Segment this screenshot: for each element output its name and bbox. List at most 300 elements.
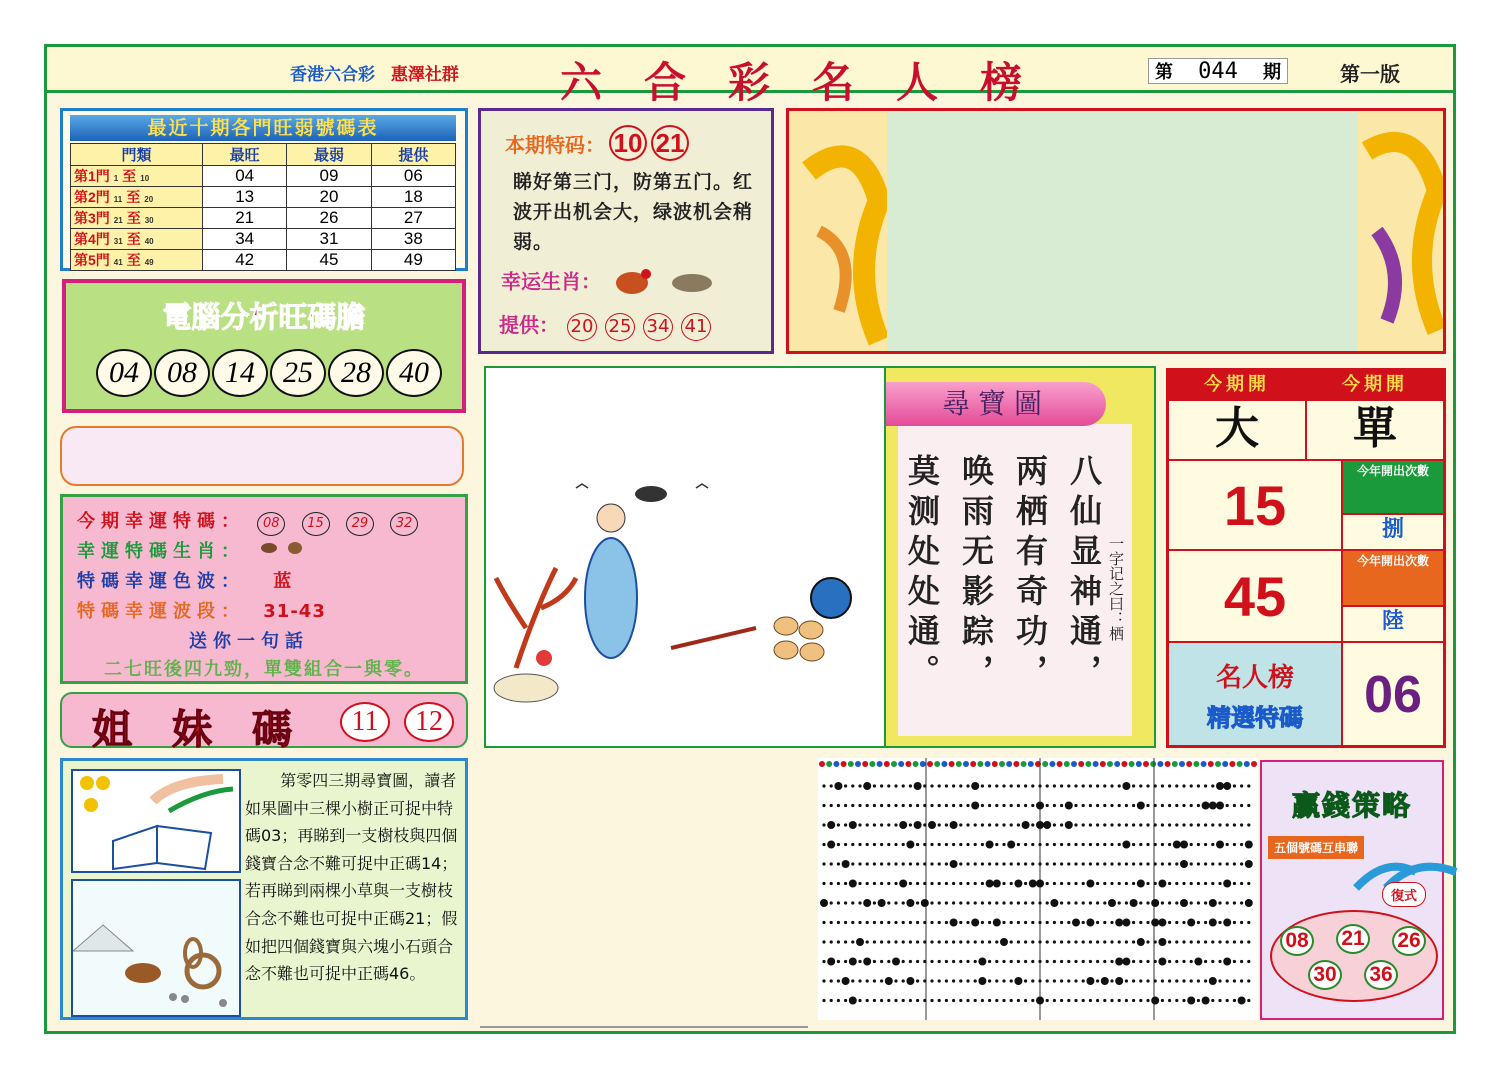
dot-mark — [1002, 784, 1005, 787]
dot-mark — [844, 999, 847, 1002]
offer-cell: 18 — [371, 187, 455, 208]
table-row — [71, 166, 456, 187]
dot-mark — [1187, 997, 1195, 1005]
hot-cell: 42 — [203, 250, 287, 271]
dot-mark — [1103, 999, 1106, 1002]
dot-mark — [1226, 901, 1229, 904]
dot-mark — [1245, 860, 1253, 868]
dot-mark — [1247, 940, 1250, 943]
dot-mark — [1161, 823, 1164, 826]
dot-mark — [1060, 843, 1063, 846]
strategy-number: 26 — [1392, 926, 1426, 956]
dot-mark — [1002, 804, 1005, 807]
dot-mark — [974, 999, 977, 1002]
dot-mark — [1031, 784, 1034, 787]
dot-mark — [1053, 784, 1056, 787]
issue-suffix: 期 — [1263, 62, 1281, 83]
dot-mark — [1154, 979, 1157, 982]
dot-mark — [858, 804, 861, 807]
dot-mark — [1074, 862, 1077, 865]
weak-cell: 20 — [287, 187, 371, 208]
dot-header-mark — [985, 761, 991, 767]
book-icon — [73, 771, 239, 871]
dot-mark — [830, 784, 833, 787]
dot-mark — [851, 804, 854, 807]
dot-mark — [1204, 921, 1207, 924]
poem-column: 莫测处处通。 — [903, 454, 941, 694]
dot-mark — [1223, 958, 1231, 966]
dot-mark — [1204, 843, 1207, 846]
dot-mark — [945, 901, 948, 904]
dot-mark — [1168, 979, 1171, 982]
dot-mark — [1125, 999, 1128, 1002]
dot-mark — [863, 958, 871, 966]
dot-mark — [1046, 804, 1049, 807]
dragon-right-icon — [1357, 111, 1446, 354]
dot-header-mark — [1013, 761, 1019, 767]
dot-mark — [1132, 882, 1135, 885]
dot-mark — [1175, 804, 1178, 807]
dot-mark — [1211, 999, 1214, 1002]
dot-mark — [844, 901, 847, 904]
dot-mark — [1151, 919, 1159, 927]
dot-mark — [1233, 999, 1236, 1002]
dot-mark — [873, 940, 876, 943]
dot-mark — [1024, 979, 1027, 982]
dot-mark — [844, 823, 847, 826]
dot-mark — [1161, 784, 1164, 787]
dot-mark — [914, 782, 922, 790]
dot-mark — [1180, 841, 1188, 849]
dot-mark — [1204, 882, 1207, 885]
dot-mark — [938, 921, 941, 924]
offer-cell: 27 — [371, 208, 455, 229]
dot-mark — [1197, 901, 1200, 904]
dot-mark — [1046, 882, 1049, 885]
dot-header-mark — [1078, 761, 1084, 767]
dot-mark — [930, 921, 933, 924]
dot-mark — [959, 901, 962, 904]
dot-mark — [858, 843, 861, 846]
dot-mark — [1089, 843, 1092, 846]
dot-header-mark — [898, 761, 904, 767]
dot-mark — [902, 784, 905, 787]
dot-mark — [1175, 999, 1178, 1002]
poem-column: 八仙显神通， — [1065, 454, 1103, 694]
dot-mark — [1103, 901, 1106, 904]
dot-mark — [1146, 901, 1149, 904]
computer-number: 25 — [270, 349, 326, 397]
treasure-scene-icon — [486, 368, 884, 746]
dot-header-mark — [1028, 761, 1034, 767]
dot-mark — [863, 782, 871, 790]
dot-mark — [923, 862, 926, 865]
famous-sub: 精選特碼 — [1207, 704, 1303, 732]
weak-cell: 45 — [287, 250, 371, 271]
hot-cell: 34 — [203, 229, 287, 250]
dot-mark — [880, 960, 883, 963]
dot-mark — [894, 823, 897, 826]
dot-header-mark — [1157, 761, 1163, 767]
dot-mark — [844, 921, 847, 924]
dot-mark — [1132, 940, 1135, 943]
dot-mark — [1082, 823, 1085, 826]
dot-mark — [981, 862, 984, 865]
dot-mark — [834, 782, 842, 790]
dot-mark — [1031, 804, 1034, 807]
dot-mark — [1002, 979, 1005, 982]
dot-mark — [1125, 901, 1128, 904]
dot-mark — [1074, 843, 1077, 846]
dot-mark — [1190, 823, 1193, 826]
dot-mark — [837, 843, 840, 846]
strategy-number-oval — [1270, 910, 1438, 1002]
dot-mark — [1101, 977, 1109, 985]
special-luck-row — [501, 263, 718, 303]
table-row — [71, 250, 456, 271]
dot-mark — [1211, 862, 1214, 865]
dot-mark — [923, 940, 926, 943]
page-title: 六合彩名人榜 — [560, 58, 1065, 107]
dot-mark — [1132, 823, 1135, 826]
dot-mark — [827, 958, 835, 966]
dot-mark — [1204, 979, 1207, 982]
dot-mark — [873, 960, 876, 963]
dot-mark — [1173, 841, 1181, 849]
dot-mark — [1038, 862, 1041, 865]
dot-mark — [1031, 960, 1034, 963]
treasure-map-title: 尋寶圖 — [886, 382, 1106, 426]
dot-mark — [1108, 899, 1116, 907]
decorative-banner — [786, 108, 1446, 354]
dot-mark — [1053, 960, 1056, 963]
dot-mark — [1082, 940, 1085, 943]
dot-mark — [1118, 901, 1121, 904]
dot-header-mark — [855, 761, 861, 767]
dot-mark — [1139, 921, 1142, 924]
dot-mark — [1074, 999, 1077, 1002]
dot-mark — [930, 784, 933, 787]
lucky-gift-row: 送你一句話 — [189, 631, 309, 652]
zodiac-value-2: 陸 — [1342, 606, 1444, 642]
dot-mark — [1209, 802, 1217, 810]
dot-mark — [995, 843, 998, 846]
dot-mark — [866, 999, 869, 1002]
dot-mark — [952, 784, 955, 787]
gate-to-word: 至 — [126, 231, 141, 247]
dot-mark — [1065, 802, 1073, 810]
dot-mark — [1132, 843, 1135, 846]
dot-mark — [945, 999, 948, 1002]
dot-mark — [1226, 862, 1229, 865]
dot-mark — [1223, 782, 1231, 790]
table-row — [71, 229, 456, 250]
dot-mark — [981, 784, 984, 787]
dot-mark — [1089, 862, 1092, 865]
dot-mark — [909, 862, 912, 865]
dot-mark — [1211, 843, 1214, 846]
dot-mark — [1017, 960, 1020, 963]
dot-mark — [1096, 960, 1099, 963]
dot-mark — [988, 979, 991, 982]
gate-name: 第3門 — [74, 210, 110, 226]
dot-mark — [1125, 882, 1128, 885]
dot-mark — [909, 804, 912, 807]
dot-mark — [842, 977, 850, 985]
dot-mark — [902, 921, 905, 924]
dot-header-mark — [1071, 761, 1077, 767]
dot-mark — [1046, 999, 1049, 1002]
edition-label: 第一版 — [1340, 62, 1400, 86]
dot-mark — [1233, 862, 1236, 865]
dot-mark — [952, 882, 955, 885]
dot-mark — [1031, 862, 1034, 865]
publisher-b: 惠澤社群 — [390, 65, 459, 85]
poem — [902, 454, 1104, 694]
dot-mark — [1233, 784, 1236, 787]
dot-mark — [981, 921, 984, 924]
col-header: 最旺 — [203, 144, 287, 166]
dot-mark — [1002, 921, 1005, 924]
strategy-panel — [1260, 760, 1444, 1020]
dot-mark — [1038, 843, 1041, 846]
dot-mark — [899, 880, 907, 888]
dot-mark — [1247, 784, 1250, 787]
gate-to: 30 — [144, 216, 154, 225]
dot-header-mark — [833, 761, 839, 767]
dot-header-mark — [1237, 761, 1243, 767]
dot-mark — [1202, 802, 1210, 810]
dot-mark — [952, 960, 955, 963]
dot-mark — [1146, 979, 1149, 982]
dot-mark — [1197, 882, 1200, 885]
dot-mark — [1074, 901, 1077, 904]
dot-mark — [1074, 940, 1077, 943]
sister-number: 12 — [404, 702, 454, 742]
dot-mark — [830, 862, 833, 865]
dot-mark — [1082, 921, 1085, 924]
dot-mark — [959, 823, 962, 826]
dot-mark — [1137, 802, 1145, 810]
dot-mark — [1161, 804, 1164, 807]
poem-column: 唤雨无影踪， — [957, 454, 995, 694]
dot-header-mark — [1136, 761, 1142, 767]
dot-mark — [1168, 882, 1171, 885]
dot-mark — [1182, 804, 1185, 807]
dot-mark — [995, 960, 998, 963]
dot-mark — [923, 979, 926, 982]
dot-mark — [856, 938, 864, 946]
dot-mark — [1122, 782, 1130, 790]
dot-mark — [938, 843, 941, 846]
dot-mark — [1074, 804, 1077, 807]
dot-mark — [1132, 921, 1135, 924]
dot-mark — [858, 784, 861, 787]
dot-mark — [1175, 921, 1178, 924]
offer-cell: 49 — [371, 250, 455, 271]
dot-mark — [1065, 821, 1073, 829]
dot-header-mark — [1057, 761, 1063, 767]
dot-mark — [1046, 960, 1049, 963]
dot-mark — [1038, 901, 1041, 904]
dot-mark — [1190, 882, 1193, 885]
lucky-zodiac-row — [77, 537, 307, 563]
dot-mark — [1175, 979, 1178, 982]
dot-header-mark — [977, 761, 983, 767]
dot-mark — [1154, 882, 1157, 885]
dot-mark — [986, 880, 994, 888]
dot-mark — [894, 901, 897, 904]
dot-mark — [1038, 940, 1041, 943]
dot-mark — [1175, 862, 1178, 865]
dot-mark — [1089, 999, 1092, 1002]
dot-mark — [1146, 804, 1149, 807]
dot-mark — [873, 843, 876, 846]
dot-mark — [1060, 804, 1063, 807]
dot-mark — [1096, 784, 1099, 787]
lucky-numbers-label: 今期幸運特碼： — [77, 511, 245, 532]
gate-name: 第4門 — [74, 231, 110, 247]
computer-number: 14 — [212, 349, 268, 397]
dot-mark — [1024, 960, 1027, 963]
dot-header-mark — [1064, 761, 1070, 767]
dot-mark — [974, 979, 977, 982]
dot-header-mark — [1093, 761, 1099, 767]
publisher — [290, 60, 459, 85]
dot-mark — [959, 862, 962, 865]
dot-mark — [1233, 823, 1236, 826]
dot-mark — [930, 960, 933, 963]
dot-mark — [1010, 940, 1013, 943]
dot-mark — [837, 999, 840, 1002]
dot-mark — [966, 784, 969, 787]
open-value-b: 單 — [1306, 400, 1444, 460]
dot-mark — [902, 901, 905, 904]
dot-mark — [866, 940, 869, 943]
lucky-quote: 二七旺後四九勁，單雙組合一與零。 — [104, 659, 424, 680]
dot-mark — [988, 804, 991, 807]
dot-mark — [930, 901, 933, 904]
dot-mark — [880, 882, 883, 885]
dot-mark — [1024, 999, 1027, 1002]
gate-to: 20 — [144, 195, 154, 204]
dot-mark — [988, 823, 991, 826]
dot-mark — [1125, 862, 1128, 865]
dot-mark — [995, 784, 998, 787]
dot-mark — [820, 899, 828, 907]
dot-mark — [849, 958, 857, 966]
dot-mark — [1158, 919, 1166, 927]
dot-mark — [1036, 880, 1044, 888]
dot-mark — [930, 999, 933, 1002]
famous-label: 名人榜 — [1215, 663, 1294, 693]
dot-mark — [830, 901, 833, 904]
dot-mark — [844, 960, 847, 963]
dot-mark — [906, 841, 914, 849]
dot-mark — [1053, 843, 1056, 846]
dot-mark — [837, 960, 840, 963]
dot-mark — [1197, 823, 1200, 826]
dot-mark — [880, 921, 883, 924]
computer-analysis-title: 電腦分析旺碼膽 — [162, 300, 366, 334]
dot-mark — [1226, 940, 1229, 943]
dot-mark — [1036, 802, 1044, 810]
dot-header-mark — [1193, 761, 1199, 767]
divider — [480, 1026, 808, 1028]
dot-mark — [1233, 804, 1236, 807]
dot-mark — [1139, 901, 1142, 904]
dot-mark — [1218, 999, 1221, 1002]
dot-mark — [930, 804, 933, 807]
dot-mark — [950, 860, 958, 868]
special-number: 21 — [651, 125, 689, 161]
dot-mark — [858, 921, 861, 924]
dot-mark — [1115, 919, 1123, 927]
dot-mark — [837, 882, 840, 885]
dot-mark — [1233, 979, 1236, 982]
dot-mark — [1089, 940, 1092, 943]
dot-mark — [930, 843, 933, 846]
dot-mark — [830, 940, 833, 943]
dot-mark — [863, 899, 871, 907]
dot-mark — [1046, 843, 1049, 846]
gate-table-title: 最近十期各門旺弱號碼表 — [70, 115, 456, 141]
dot-mark — [1031, 823, 1034, 826]
strategy-number: 08 — [1280, 926, 1314, 956]
gate-cell — [71, 166, 203, 187]
dot-mark — [902, 960, 905, 963]
dot-mark — [938, 804, 941, 807]
dot-mark — [1187, 919, 1195, 927]
dot-mark — [966, 843, 969, 846]
dot-mark — [1218, 901, 1221, 904]
dot-mark — [981, 843, 984, 846]
dot-mark — [1089, 804, 1092, 807]
dot-mark — [1046, 940, 1049, 943]
book-illustration — [71, 769, 241, 873]
dot-mark — [1074, 960, 1077, 963]
dot-mark — [1010, 862, 1013, 865]
dot-mark — [1161, 862, 1164, 865]
dot-mark — [959, 940, 962, 943]
dot-mark — [1043, 821, 1051, 829]
dot-mark — [844, 784, 847, 787]
dot-mark — [945, 784, 948, 787]
dot-mark — [822, 940, 825, 943]
dot-mark — [1247, 882, 1250, 885]
dot-mark — [1046, 862, 1049, 865]
dot-mark — [971, 802, 979, 810]
dot-mark — [993, 880, 1001, 888]
dot-mark — [981, 823, 984, 826]
gate-to: 10 — [140, 174, 150, 183]
dot-mark — [995, 979, 998, 982]
weak-cell: 31 — [287, 229, 371, 250]
dot-header-mark — [1021, 761, 1027, 767]
dot-mark — [1247, 979, 1250, 982]
dot-mark — [830, 979, 833, 982]
dot-mark — [1118, 999, 1121, 1002]
dot-mark — [909, 823, 912, 826]
dot-mark — [916, 843, 919, 846]
dot-mark — [1089, 823, 1092, 826]
dot-header-mark — [1085, 761, 1091, 767]
issue-box — [1148, 58, 1288, 84]
dot-mark — [1017, 999, 1020, 1002]
dot-mark — [822, 784, 825, 787]
dot-mark — [1154, 843, 1157, 846]
dot-mark — [837, 823, 840, 826]
